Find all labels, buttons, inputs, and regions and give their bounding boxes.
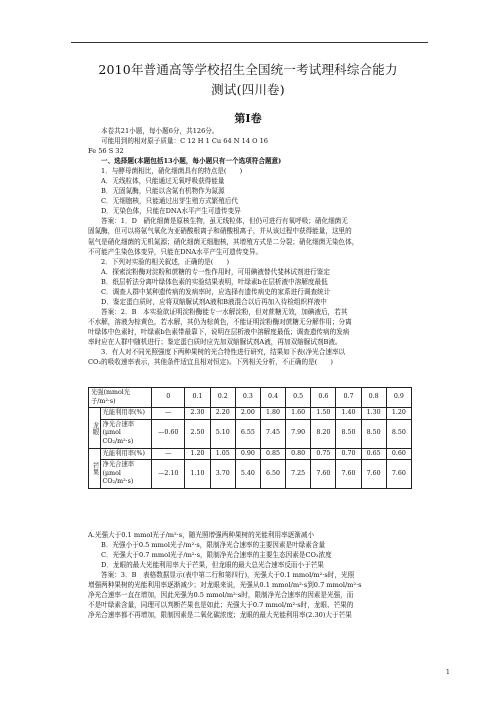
- text-line: C．光强大于0.7 mmol光子/m²·s，限制净光合速率的主要生态因素是CO₂浓度: [101, 551, 332, 560]
- row-label-cell: 光能利用率(%): [100, 408, 151, 420]
- value-cell: 0.85: [260, 448, 285, 460]
- light-intensity-cell: 0.6: [311, 388, 336, 408]
- value-cell: 6.55: [235, 419, 260, 448]
- value-cell: 0.60: [386, 448, 411, 460]
- table-row: [89, 408, 412, 420]
- value-cell: 2.20: [210, 408, 235, 420]
- value-cell: 1.60: [286, 408, 311, 420]
- value-cell: 5.40: [235, 460, 260, 489]
- light-intensity-cell: 0.7: [336, 388, 361, 408]
- text-line: 2．下列对实验的相关叙述，正确的是( ): [101, 257, 230, 266]
- header-rule: [71, 42, 428, 43]
- value-cell: 7.60: [336, 460, 361, 489]
- text-line: B．无固氮酶，只能以含氮有机物作为氮源: [101, 187, 225, 196]
- text-line: 答案：1．D 硝化细菌是原核生物，虽无线粒体，但仍可进行有氧呼吸；硝化细菌无: [101, 217, 348, 226]
- value-cell: 8.50: [386, 419, 411, 448]
- text-line: 不可能产生染色体变异，只能在DNA水平产生可遗传变异。: [88, 247, 263, 256]
- text-line: 1．与酵母菌相比，硝化细菌具有的特点是( ): [101, 167, 243, 176]
- fruit-group-cell: 芒果: [89, 448, 101, 488]
- value-cell: 2.00: [235, 408, 260, 420]
- light-intensity-cell: 0.9: [386, 388, 411, 408]
- question-text-block-1: [88, 126, 412, 367]
- value-cell: —0.60: [152, 419, 185, 448]
- table-row: [89, 419, 412, 448]
- text-line: 净光合速率都不再增加，限制因素是二氧化碳浓度；龙眼的最大光能利用率(2.30)大于芒果: [88, 611, 352, 620]
- value-cell: 0.70: [336, 448, 361, 460]
- text-line: 氨气是硝化细菌的无机氮源；硝化细菌无细胞核，其增殖方式是二分裂；硝化细菌无染色体，: [88, 237, 359, 246]
- value-cell: 1.80: [260, 408, 285, 420]
- value-cell: 8.50: [336, 419, 361, 448]
- text-line: C．无细胞核，只能通过出芽生殖方式繁殖后代: [101, 197, 238, 206]
- value-cell: 5.10: [210, 419, 235, 448]
- value-cell: 1.40: [336, 408, 361, 420]
- light-intensity-cell: 0.5: [286, 388, 311, 408]
- light-intensity-cell: 0.1: [185, 388, 210, 408]
- value-cell: 3.70: [210, 460, 235, 489]
- text-line: A．探索淀粉酶对淀粉和蔗糖的专一性作用时，可用碘液替代斐林试剂进行鉴定: [101, 267, 330, 276]
- text-line: 叶绿体中色素时，叶绿素b色素带最靠下，说明在层析液中溶解度最低；调查遗传病的发病: [88, 327, 350, 336]
- text-line: B．纸层析法分离叶绿体色素的实验结果表明，叶绿素b在层析液中溶解度最低: [101, 277, 328, 286]
- exam-title-line1: 2010年普通高等学校招生全国统一考试理科综合能力: [98, 62, 398, 77]
- text-line: 可能用到的相对原子质量：C 12 H 1 Cu 64 N 14 O 16: [101, 137, 269, 146]
- value-cell: 1.20: [386, 408, 411, 420]
- value-cell: 7.60: [361, 460, 386, 489]
- value-cell: 7.45: [260, 419, 285, 448]
- value-cell: 2.50: [185, 419, 210, 448]
- text-line: 不水解，溶液为棕黄色，若水解，其仍为棕黄色，不能证明淀粉酶对蔗糖无分解作用；分离: [88, 317, 352, 326]
- value-cell: 7.60: [386, 460, 411, 489]
- text-line: C．调查人群中某种遗传病的发病率时，应选择有遗传病史的家系进行调查统计: [101, 287, 331, 296]
- value-cell: 1.50: [311, 408, 336, 420]
- light-intensity-cell: 0.8: [361, 388, 386, 408]
- value-cell: 7.60: [311, 460, 336, 489]
- row-label-cell: 光能利用率(%): [100, 448, 151, 460]
- question-text-block-2: [88, 530, 412, 620]
- text-line: D．鉴定蛋白质时，应将双缩脲试剂A液和B液混合以后再加入待检组织样液中: [101, 297, 327, 306]
- section-heading: 第Ⅰ卷: [234, 112, 262, 125]
- table-row: [89, 448, 412, 460]
- fruit-group-cell: 龙眼: [89, 408, 101, 448]
- table-row: [89, 460, 412, 489]
- text-line: B．光强小于0.5 mmol光子/m²·s，限制净光合速率的主要因素是叶绿素含量: [101, 541, 326, 550]
- light-data-table: [88, 387, 412, 489]
- text-line: 净光合速率一直在增加，因此光强为0.5 mmol/m²·s时，限制净光合速率的因素是光强，而: [88, 591, 354, 600]
- text-line: D．无染色体，只能在DNA水平产生可遗传变异: [101, 207, 241, 216]
- value-cell: 0.90: [235, 448, 260, 460]
- text-line: D．龙眼的最大光能利用率大于芒果，但龙眼的最大总光合速率反而小于芒果: [101, 561, 324, 570]
- header-label-cell: 光强(mmol光子/m²·s): [89, 388, 152, 408]
- row-label-cell: 净光合速率(μmol CO₂/m²·s): [100, 419, 151, 448]
- text-line: 答案：3．B 表格数据显示(表中第二行和第四行)，光强大于0.1 mmol/m²·s时，光照: [101, 571, 355, 580]
- light-intensity-cell: 0.3: [235, 388, 260, 408]
- value-cell: 1.05: [210, 448, 235, 460]
- text-line: 3．有人对不同光照强度下两种果树的光合特性进行研究，结果如下表(净光合速率以: [101, 348, 346, 357]
- value-cell: 6.50: [260, 460, 285, 489]
- text-line: 一、选择题(本题包括13小题，每小题只有一个选项符合题意): [101, 157, 282, 166]
- value-cell: —: [152, 448, 185, 460]
- light-intensity-cell: 0.2: [210, 388, 235, 408]
- value-cell: 8.50: [361, 419, 386, 448]
- value-cell: —2.10: [152, 460, 185, 489]
- value-cell: 1.10: [185, 460, 210, 489]
- value-cell: 1.30: [361, 408, 386, 420]
- value-cell: 8.20: [311, 419, 336, 448]
- value-cell: —: [152, 408, 185, 420]
- text-line: A．无线粒体，只能通过无氧呼吸获得能量: [101, 177, 225, 186]
- row-label-cell: 净光合速率(μmol CO₂/m²·s): [100, 460, 151, 489]
- light-intensity-cell: 0: [152, 388, 185, 408]
- text-line: A.光强大于0.1 mmol光子/m²·s，随光照增强两种果树的光能利用率逐渐减小: [88, 531, 315, 539]
- text-line: CO₂的吸收速率表示，其他条件适宜且相对恒定)。下列相关分析，不正确的是( ): [88, 358, 333, 367]
- table-header-row: [89, 388, 412, 408]
- value-cell: 0.75: [311, 448, 336, 460]
- text-line: 固氮酶，但可以将氨气氧化为亚硝酸根离子和硝酸根离子，并从该过程中获得能量，这里的: [88, 227, 352, 236]
- value-cell: 0.80: [286, 448, 311, 460]
- value-cell: 7.25: [286, 460, 311, 489]
- value-cell: 1.20: [185, 448, 210, 460]
- text-line: 本卷共21小题，每小题6分，共126分。: [101, 127, 219, 135]
- value-cell: 7.90: [286, 419, 311, 448]
- exam-title-line2: 测试(四川卷): [211, 82, 285, 97]
- text-line: 答案：2．B 本实验欲证明淀粉酶能专一水解淀粉，但对蔗糖无效，加碘液后，若其: [101, 307, 348, 316]
- text-line: 增强两种果树的光能利用率逐渐减少；对龙眼来说，光强从0.1 mmol/m²·s到0.7 mmol/m²·s: [88, 581, 362, 590]
- value-cell: 0.65: [361, 448, 386, 460]
- text-line: 率时应在人群中随机进行；鉴定蛋白质时应先加双缩脲试剂A液，再加双缩脲试剂B液。: [88, 337, 342, 346]
- value-cell: 2.30: [185, 408, 210, 420]
- page-number: 1: [446, 669, 450, 676]
- text-line: 不是叶绿素含量，同理可以判断芒果也是如此；光强大于0.7 mmol/m²·s时，龙眼、芒果的: [88, 601, 354, 610]
- light-intensity-cell: 0.4: [260, 388, 285, 408]
- text-line: Fe 56 S 32: [88, 147, 124, 156]
